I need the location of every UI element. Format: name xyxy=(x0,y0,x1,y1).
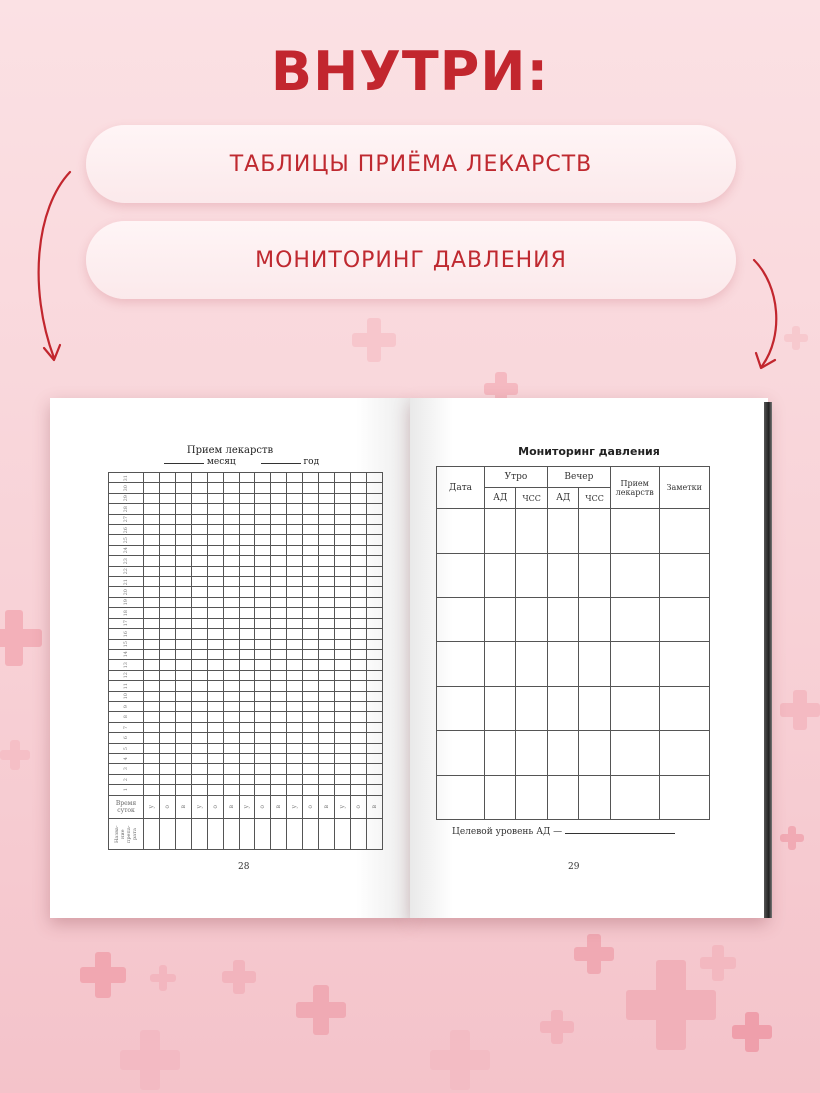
medication-page-title: Прием лекарств xyxy=(186,445,274,456)
left-page xyxy=(50,398,410,918)
day-number: 29 xyxy=(123,495,129,502)
medical-cross-icon xyxy=(732,1012,772,1052)
table-row xyxy=(109,514,383,524)
table-row xyxy=(437,642,710,686)
table-row xyxy=(437,598,710,642)
medical-cross-icon xyxy=(0,610,42,666)
medical-cross-icon xyxy=(120,1030,180,1090)
time-code: у xyxy=(243,804,251,809)
table-row xyxy=(109,545,383,555)
col-date: Дата xyxy=(449,482,473,493)
day-number: 4 xyxy=(123,757,129,761)
medical-cross-icon xyxy=(352,318,396,362)
medical-cross-icon xyxy=(0,740,30,770)
table-row xyxy=(109,629,383,639)
time-code: о xyxy=(163,804,171,809)
monitoring-page-title: Мониторинг давления xyxy=(518,445,660,458)
col-evening: Вечер xyxy=(564,472,594,483)
month-year-line xyxy=(164,457,319,467)
day-number: 19 xyxy=(123,599,129,606)
table-row xyxy=(109,764,383,774)
day-number: 13 xyxy=(123,661,129,669)
table-row xyxy=(109,681,383,691)
col-morning-bp: АД xyxy=(493,493,508,504)
time-label: Время суток xyxy=(115,799,137,814)
table-row xyxy=(109,577,383,587)
day-number: 20 xyxy=(123,588,129,596)
target-bp-line xyxy=(452,827,675,837)
day-number: 11 xyxy=(123,682,129,690)
table-row xyxy=(109,525,383,535)
table-row xyxy=(109,618,383,628)
target-bp-label: Целевой уровень АД — xyxy=(452,827,563,837)
medical-cross-icon xyxy=(222,960,256,994)
day-number: 31 xyxy=(123,474,129,481)
day-number: 28 xyxy=(123,505,129,513)
drug-label: Назва- ние препа- рата xyxy=(114,824,138,843)
feature-pill-pressure-monitoring xyxy=(86,221,736,299)
day-number: 21 xyxy=(123,578,129,585)
time-code: в xyxy=(179,804,187,809)
book-edge xyxy=(764,402,772,918)
table-row xyxy=(109,649,383,659)
table-row xyxy=(109,597,383,607)
medical-cross-icon xyxy=(540,1010,574,1044)
month-label: месяц xyxy=(206,457,236,467)
medical-cross-icon xyxy=(150,965,176,991)
time-code: о xyxy=(354,804,362,809)
time-code: в xyxy=(275,804,283,809)
table-row xyxy=(109,608,383,618)
table-row xyxy=(109,670,383,680)
day-number: 18 xyxy=(123,609,129,617)
col-evening-hr: ЧСС xyxy=(585,493,604,503)
table-row xyxy=(109,712,383,722)
table-row xyxy=(437,509,710,553)
day-number: 6 xyxy=(123,736,129,740)
table-row xyxy=(109,587,383,597)
time-code: в xyxy=(227,804,235,809)
page-number-left: 28 xyxy=(238,862,250,872)
day-number: 2 xyxy=(123,777,129,782)
medical-cross-icon xyxy=(296,985,346,1035)
time-code: у xyxy=(195,804,203,809)
year-label: год xyxy=(303,457,320,467)
feature-label: ТАБЛИЦЫ ПРИЁМА ЛЕКАРСТВ xyxy=(229,151,593,177)
day-number: 5 xyxy=(123,746,129,750)
time-code: в xyxy=(370,804,378,809)
medical-cross-icon xyxy=(430,1030,490,1090)
time-code: у xyxy=(147,804,155,809)
pressure-table xyxy=(436,466,710,820)
page-number-right: 29 xyxy=(568,862,580,872)
day-number: 8 xyxy=(123,715,129,719)
medication-table xyxy=(108,472,383,850)
drug-name-row xyxy=(109,818,383,850)
feature-label: МОНИТОРИНГ ДАВЛЕНИЯ xyxy=(255,247,567,273)
day-number: 24 xyxy=(123,547,129,554)
table-row xyxy=(109,660,383,670)
day-number: 15 xyxy=(123,641,129,648)
day-number: 26 xyxy=(123,526,129,533)
day-number: 14 xyxy=(123,651,129,658)
table-row xyxy=(109,691,383,701)
day-number: 27 xyxy=(123,516,129,523)
time-code: у xyxy=(339,804,347,809)
time-code: о xyxy=(259,804,267,809)
col-morning: Утро xyxy=(504,472,528,483)
table-row xyxy=(437,775,710,819)
day-number: 12 xyxy=(123,672,129,679)
table-row xyxy=(437,553,710,597)
table-row xyxy=(109,753,383,763)
table-row xyxy=(109,785,383,795)
col-notes: Заметки xyxy=(666,483,702,493)
table-row xyxy=(109,483,383,493)
day-number: 25 xyxy=(123,536,129,544)
table-row xyxy=(109,639,383,649)
day-number: 17 xyxy=(123,620,129,627)
col-evening-bp: АД xyxy=(556,493,571,504)
table-row xyxy=(109,566,383,576)
day-number: 30 xyxy=(123,484,129,492)
table-row xyxy=(437,686,710,730)
day-number: 9 xyxy=(123,705,129,709)
table-row xyxy=(109,743,383,753)
day-number: 7 xyxy=(123,725,129,730)
time-code: в xyxy=(323,804,331,809)
curved-arrow-left-icon xyxy=(26,168,86,372)
time-code: о xyxy=(307,804,315,809)
time-code: о xyxy=(211,804,219,809)
table-row xyxy=(109,535,383,545)
table-row xyxy=(109,701,383,711)
medical-cross-icon xyxy=(574,934,614,974)
day-number: 23 xyxy=(123,557,129,565)
table-row xyxy=(109,493,383,503)
time-code: у xyxy=(291,804,299,809)
table-row xyxy=(109,504,383,514)
time-of-day-row xyxy=(109,795,383,818)
table-row xyxy=(437,731,710,775)
day-number: 3 xyxy=(123,767,129,771)
table-row xyxy=(109,556,383,566)
medical-cross-icon xyxy=(780,690,820,730)
open-planner-book xyxy=(46,398,776,926)
medical-cross-icon xyxy=(780,826,804,850)
table-row xyxy=(109,473,383,483)
right-page xyxy=(410,398,768,918)
day-number: 22 xyxy=(123,568,129,575)
col-morning-hr: ЧСС xyxy=(522,493,541,503)
day-number: 16 xyxy=(123,630,129,637)
table-row xyxy=(109,774,383,784)
headline: ВНУТРИ: xyxy=(270,40,550,103)
medical-cross-icon xyxy=(80,952,126,998)
feature-pill-medication-tables xyxy=(86,125,736,203)
medical-cross-icon xyxy=(700,945,736,981)
table-row xyxy=(109,722,383,732)
table-row xyxy=(109,733,383,743)
col-meds: Прием лекарств xyxy=(615,478,654,497)
curved-arrow-right-icon xyxy=(744,256,794,376)
day-number: 1 xyxy=(123,788,129,792)
day-number: 10 xyxy=(123,693,129,700)
